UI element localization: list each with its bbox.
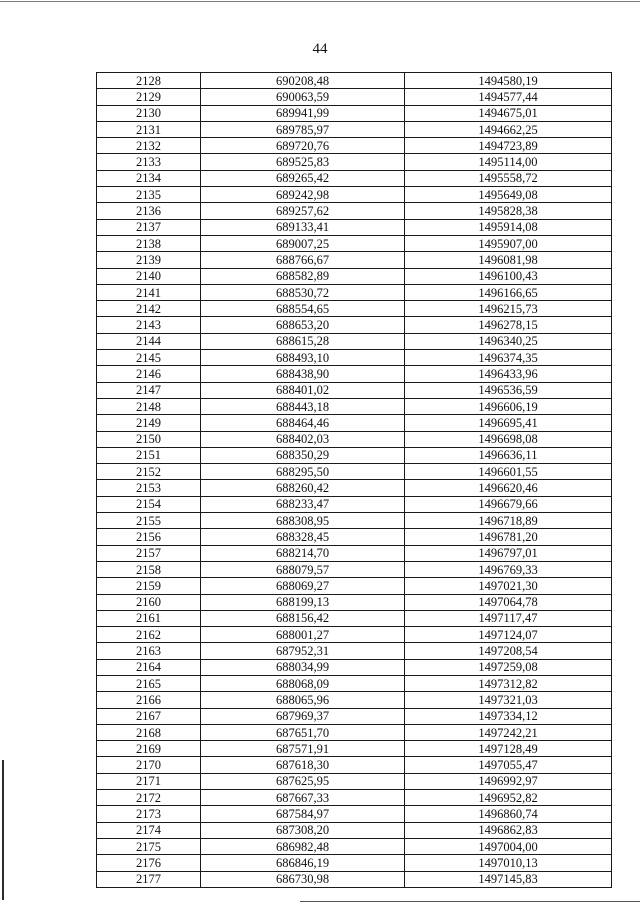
table-row bbox=[97, 268, 612, 284]
y-coordinate-cell: 1495907,00 bbox=[405, 235, 612, 251]
x-coordinate-cell: 688156,42 bbox=[201, 610, 405, 626]
y-coordinate-cell: 1496100,43 bbox=[405, 268, 612, 284]
x-coordinate-cell: 687571,91 bbox=[201, 741, 405, 757]
x-coordinate-cell: 687308,20 bbox=[201, 822, 405, 838]
table-row bbox=[97, 464, 612, 480]
y-coordinate-cell: 1494723,89 bbox=[405, 138, 612, 154]
table-row bbox=[97, 561, 612, 577]
table-row bbox=[97, 235, 612, 251]
y-coordinate-cell: 1496166,65 bbox=[405, 284, 612, 300]
x-coordinate-cell: 688653,20 bbox=[201, 317, 405, 333]
y-coordinate-cell: 1497334,12 bbox=[405, 708, 612, 724]
x-coordinate-cell: 688438,90 bbox=[201, 366, 405, 382]
table-row bbox=[97, 757, 612, 773]
table-row bbox=[97, 643, 612, 659]
y-coordinate-cell: 1497208,54 bbox=[405, 643, 612, 659]
y-coordinate-cell: 1496636,11 bbox=[405, 447, 612, 463]
point-number-cell: 2141 bbox=[97, 284, 201, 300]
table-row bbox=[97, 73, 612, 89]
y-coordinate-cell: 1494580,19 bbox=[405, 73, 612, 89]
x-coordinate-cell: 687651,70 bbox=[201, 724, 405, 740]
table-row bbox=[97, 871, 612, 887]
point-number-cell: 2131 bbox=[97, 121, 201, 137]
x-coordinate-cell: 688493,10 bbox=[201, 350, 405, 366]
table-row bbox=[97, 529, 612, 545]
y-coordinate-cell: 1497321,03 bbox=[405, 692, 612, 708]
point-number-cell: 2167 bbox=[97, 708, 201, 724]
y-coordinate-cell: 1497117,47 bbox=[405, 610, 612, 626]
point-number-cell: 2157 bbox=[97, 545, 201, 561]
table-row bbox=[97, 350, 612, 366]
table-row bbox=[97, 366, 612, 382]
table-row bbox=[97, 594, 612, 610]
table-row bbox=[97, 105, 612, 121]
x-coordinate-cell: 688582,89 bbox=[201, 268, 405, 284]
point-number-cell: 2143 bbox=[97, 317, 201, 333]
x-coordinate-cell: 686846,19 bbox=[201, 855, 405, 871]
x-coordinate-cell: 690063,59 bbox=[201, 89, 405, 105]
table-row bbox=[97, 578, 612, 594]
x-coordinate-cell: 688065,96 bbox=[201, 692, 405, 708]
y-coordinate-cell: 1495649,08 bbox=[405, 187, 612, 203]
point-number-cell: 2132 bbox=[97, 138, 201, 154]
y-coordinate-cell: 1496862,83 bbox=[405, 822, 612, 838]
point-number-cell: 2174 bbox=[97, 822, 201, 838]
x-coordinate-cell: 688530,72 bbox=[201, 284, 405, 300]
point-number-cell: 2169 bbox=[97, 741, 201, 757]
x-coordinate-cell: 688401,02 bbox=[201, 382, 405, 398]
x-coordinate-cell: 688001,27 bbox=[201, 627, 405, 643]
table-row bbox=[97, 398, 612, 414]
point-number-cell: 2149 bbox=[97, 415, 201, 431]
y-coordinate-cell: 1496536,59 bbox=[405, 382, 612, 398]
y-coordinate-cell: 1496215,73 bbox=[405, 301, 612, 317]
point-number-cell: 2155 bbox=[97, 513, 201, 529]
x-coordinate-cell: 688295,50 bbox=[201, 464, 405, 480]
x-coordinate-cell: 689785,97 bbox=[201, 121, 405, 137]
y-coordinate-cell: 1496860,74 bbox=[405, 806, 612, 822]
point-number-cell: 2145 bbox=[97, 350, 201, 366]
y-coordinate-cell: 1497010,13 bbox=[405, 855, 612, 871]
y-coordinate-cell: 1495828,38 bbox=[405, 203, 612, 219]
x-coordinate-cell: 689257,62 bbox=[201, 203, 405, 219]
y-coordinate-cell: 1497124,07 bbox=[405, 627, 612, 643]
y-coordinate-cell: 1497064,78 bbox=[405, 594, 612, 610]
point-number-cell: 2147 bbox=[97, 382, 201, 398]
point-number-cell: 2136 bbox=[97, 203, 201, 219]
table-row bbox=[97, 382, 612, 398]
point-number-cell: 2159 bbox=[97, 578, 201, 594]
point-number-cell: 2153 bbox=[97, 480, 201, 496]
table-row bbox=[97, 496, 612, 512]
y-coordinate-cell: 1496433,96 bbox=[405, 366, 612, 382]
point-number-cell: 2171 bbox=[97, 773, 201, 789]
y-coordinate-cell: 1495114,00 bbox=[405, 154, 612, 170]
table-row bbox=[97, 773, 612, 789]
table-row bbox=[97, 855, 612, 871]
x-coordinate-cell: 689525,83 bbox=[201, 154, 405, 170]
x-coordinate-cell: 688328,45 bbox=[201, 529, 405, 545]
x-coordinate-cell: 688214,70 bbox=[201, 545, 405, 561]
point-number-cell: 2161 bbox=[97, 610, 201, 626]
point-number-cell: 2140 bbox=[97, 268, 201, 284]
x-coordinate-cell: 690208,48 bbox=[201, 73, 405, 89]
x-coordinate-cell: 687625,95 bbox=[201, 773, 405, 789]
point-number-cell: 2130 bbox=[97, 105, 201, 121]
table-row bbox=[97, 513, 612, 529]
point-number-cell: 2144 bbox=[97, 333, 201, 349]
point-number-cell: 2173 bbox=[97, 806, 201, 822]
table-row bbox=[97, 790, 612, 806]
table-row bbox=[97, 219, 612, 235]
x-coordinate-cell: 687667,33 bbox=[201, 790, 405, 806]
point-number-cell: 2148 bbox=[97, 398, 201, 414]
x-coordinate-cell: 688068,09 bbox=[201, 675, 405, 691]
table-row bbox=[97, 138, 612, 154]
y-coordinate-cell: 1497004,00 bbox=[405, 838, 612, 854]
point-number-cell: 2151 bbox=[97, 447, 201, 463]
point-number-cell: 2176 bbox=[97, 855, 201, 871]
point-number-cell: 2129 bbox=[97, 89, 201, 105]
y-coordinate-cell: 1494675,01 bbox=[405, 105, 612, 121]
point-number-cell: 2160 bbox=[97, 594, 201, 610]
y-coordinate-cell: 1496952,82 bbox=[405, 790, 612, 806]
point-number-cell: 2172 bbox=[97, 790, 201, 806]
point-number-cell: 2175 bbox=[97, 838, 201, 854]
y-coordinate-cell: 1496695,41 bbox=[405, 415, 612, 431]
x-coordinate-cell: 687618,30 bbox=[201, 757, 405, 773]
x-coordinate-cell: 689007,25 bbox=[201, 235, 405, 251]
table-row bbox=[97, 252, 612, 268]
table-row bbox=[97, 708, 612, 724]
x-coordinate-cell: 688350,29 bbox=[201, 447, 405, 463]
x-coordinate-cell: 688402,03 bbox=[201, 431, 405, 447]
point-number-cell: 2139 bbox=[97, 252, 201, 268]
x-coordinate-cell: 688079,57 bbox=[201, 561, 405, 577]
x-coordinate-cell: 689941,99 bbox=[201, 105, 405, 121]
point-number-cell: 2158 bbox=[97, 561, 201, 577]
table-row bbox=[97, 659, 612, 675]
table-row bbox=[97, 121, 612, 137]
x-coordinate-cell: 687952,31 bbox=[201, 643, 405, 659]
y-coordinate-cell: 1497145,83 bbox=[405, 871, 612, 887]
table-row bbox=[97, 203, 612, 219]
y-coordinate-cell: 1496679,66 bbox=[405, 496, 612, 512]
y-coordinate-cell: 1496278,15 bbox=[405, 317, 612, 333]
y-coordinate-cell: 1496781,20 bbox=[405, 529, 612, 545]
y-coordinate-cell: 1496992,97 bbox=[405, 773, 612, 789]
y-coordinate-cell: 1497128,49 bbox=[405, 741, 612, 757]
table-row bbox=[97, 838, 612, 854]
y-coordinate-cell: 1496769,33 bbox=[405, 561, 612, 577]
y-coordinate-cell: 1496081,98 bbox=[405, 252, 612, 268]
point-number-cell: 2166 bbox=[97, 692, 201, 708]
point-number-cell: 2133 bbox=[97, 154, 201, 170]
y-coordinate-cell: 1497021,30 bbox=[405, 578, 612, 594]
point-number-cell: 2168 bbox=[97, 724, 201, 740]
point-number-cell: 2177 bbox=[97, 871, 201, 887]
x-coordinate-cell: 686982,48 bbox=[201, 838, 405, 854]
point-number-cell: 2152 bbox=[97, 464, 201, 480]
y-coordinate-cell: 1497055,47 bbox=[405, 757, 612, 773]
point-number-cell: 2150 bbox=[97, 431, 201, 447]
x-coordinate-cell: 688443,18 bbox=[201, 398, 405, 414]
point-number-cell: 2165 bbox=[97, 675, 201, 691]
table-row bbox=[97, 627, 612, 643]
y-coordinate-cell: 1495914,08 bbox=[405, 219, 612, 235]
point-number-cell: 2137 bbox=[97, 219, 201, 235]
scan-left-edge bbox=[2, 760, 4, 900]
y-coordinate-cell: 1494577,44 bbox=[405, 89, 612, 105]
table-row bbox=[97, 447, 612, 463]
point-number-cell: 2163 bbox=[97, 643, 201, 659]
x-coordinate-cell: 687584,97 bbox=[201, 806, 405, 822]
x-coordinate-cell: 688199,13 bbox=[201, 594, 405, 610]
table-row bbox=[97, 692, 612, 708]
y-coordinate-cell: 1496718,89 bbox=[405, 513, 612, 529]
x-coordinate-cell: 688233,47 bbox=[201, 496, 405, 512]
y-coordinate-cell: 1496797,01 bbox=[405, 545, 612, 561]
x-coordinate-cell: 689133,41 bbox=[201, 219, 405, 235]
table-row bbox=[97, 675, 612, 691]
page-number: 44 bbox=[312, 41, 328, 57]
table-row bbox=[97, 724, 612, 740]
table-row bbox=[97, 480, 612, 496]
point-number-cell: 2128 bbox=[97, 73, 201, 89]
point-number-cell: 2138 bbox=[97, 235, 201, 251]
point-number-cell: 2156 bbox=[97, 529, 201, 545]
y-coordinate-cell: 1496698,08 bbox=[405, 431, 612, 447]
x-coordinate-cell: 688069,27 bbox=[201, 578, 405, 594]
y-coordinate-cell: 1495558,72 bbox=[405, 170, 612, 186]
x-coordinate-cell: 688034,99 bbox=[201, 659, 405, 675]
table-row bbox=[97, 431, 612, 447]
x-coordinate-cell: 688308,95 bbox=[201, 513, 405, 529]
table-row bbox=[97, 741, 612, 757]
y-coordinate-cell: 1496620,46 bbox=[405, 480, 612, 496]
x-coordinate-cell: 689265,42 bbox=[201, 170, 405, 186]
x-coordinate-cell: 687969,37 bbox=[201, 708, 405, 724]
table-row bbox=[97, 89, 612, 105]
point-number-cell: 2164 bbox=[97, 659, 201, 675]
table-row bbox=[97, 545, 612, 561]
y-coordinate-cell: 1497242,21 bbox=[405, 724, 612, 740]
table-row bbox=[97, 806, 612, 822]
x-coordinate-cell: 689242,98 bbox=[201, 187, 405, 203]
table-row bbox=[97, 317, 612, 333]
table-row bbox=[97, 610, 612, 626]
y-coordinate-cell: 1496340,25 bbox=[405, 333, 612, 349]
x-coordinate-cell: 688554,65 bbox=[201, 301, 405, 317]
table-row bbox=[97, 415, 612, 431]
table-row bbox=[97, 301, 612, 317]
coordinates-table bbox=[96, 72, 612, 888]
x-coordinate-cell: 688464,46 bbox=[201, 415, 405, 431]
x-coordinate-cell: 688615,28 bbox=[201, 333, 405, 349]
point-number-cell: 2135 bbox=[97, 187, 201, 203]
x-coordinate-cell: 689720,76 bbox=[201, 138, 405, 154]
table-row bbox=[97, 187, 612, 203]
table-row bbox=[97, 284, 612, 300]
y-coordinate-cell: 1497312,82 bbox=[405, 675, 612, 691]
point-number-cell: 2142 bbox=[97, 301, 201, 317]
table-row bbox=[97, 333, 612, 349]
y-coordinate-cell: 1496601,55 bbox=[405, 464, 612, 480]
y-coordinate-cell: 1494662,25 bbox=[405, 121, 612, 137]
coordinates-table-body bbox=[97, 73, 612, 888]
y-coordinate-cell: 1497259,08 bbox=[405, 659, 612, 675]
table-row bbox=[97, 170, 612, 186]
scan-top-edge bbox=[0, 1, 640, 2]
y-coordinate-cell: 1496606,19 bbox=[405, 398, 612, 414]
table-row bbox=[97, 154, 612, 170]
table-row bbox=[97, 822, 612, 838]
x-coordinate-cell: 688260,42 bbox=[201, 480, 405, 496]
x-coordinate-cell: 686730,98 bbox=[201, 871, 405, 887]
scan-bottom-edge bbox=[300, 901, 640, 902]
point-number-cell: 2134 bbox=[97, 170, 201, 186]
x-coordinate-cell: 688766,67 bbox=[201, 252, 405, 268]
point-number-cell: 2154 bbox=[97, 496, 201, 512]
point-number-cell: 2170 bbox=[97, 757, 201, 773]
point-number-cell: 2162 bbox=[97, 627, 201, 643]
point-number-cell: 2146 bbox=[97, 366, 201, 382]
y-coordinate-cell: 1496374,35 bbox=[405, 350, 612, 366]
